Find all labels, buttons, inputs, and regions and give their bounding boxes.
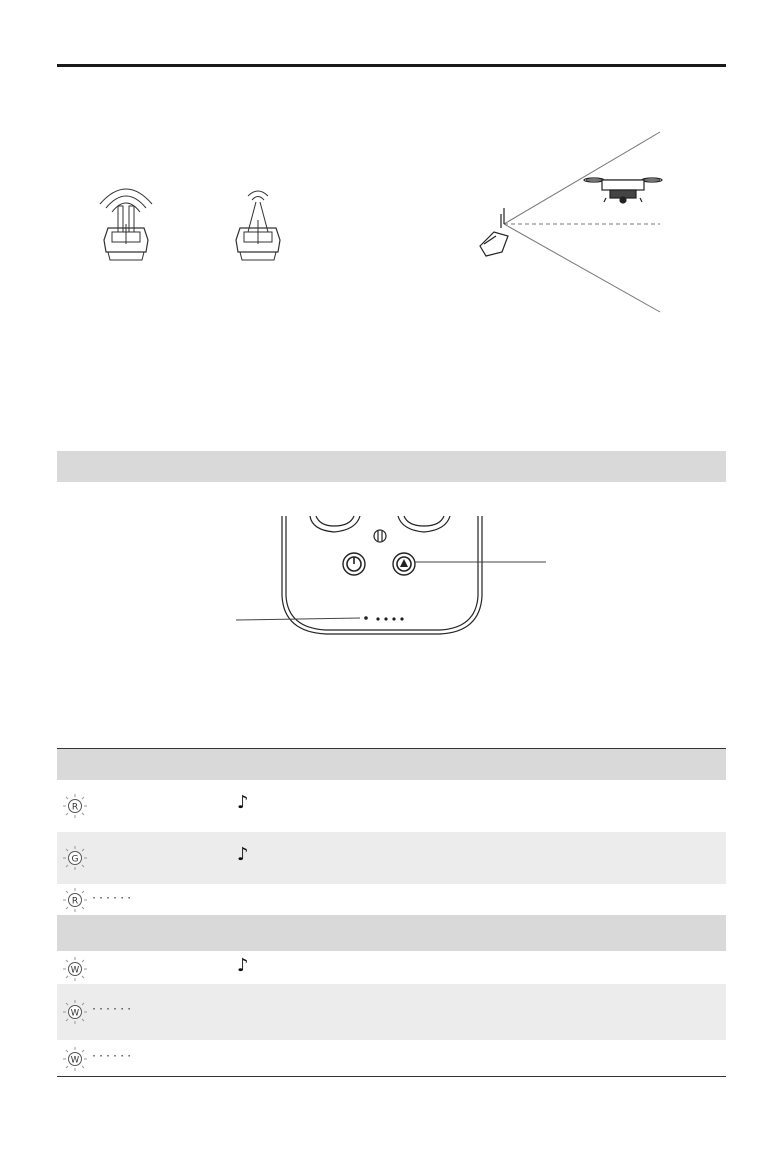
table-bottom-rule <box>57 1076 726 1077</box>
top-rule <box>57 64 726 67</box>
svg-text:W: W <box>70 1008 80 1019</box>
remote-controller-illustration <box>230 514 550 640</box>
table-row <box>57 832 726 884</box>
antenna-parallel-illustration <box>94 180 158 264</box>
music-note-icon: ♪ <box>237 955 249 976</box>
led-white-icon <box>60 954 90 984</box>
led-red-icon <box>60 791 90 821</box>
status-led-dots <box>364 616 403 620</box>
table-row <box>57 984 726 1040</box>
return-to-home-icon <box>393 553 415 575</box>
section-header-bar <box>57 451 726 482</box>
svg-text:G: G <box>71 854 79 865</box>
music-note-icon: ♪ <box>237 792 249 813</box>
blink-indicator: ······ <box>91 893 134 904</box>
table-row <box>57 884 726 915</box>
power-icon <box>343 553 365 575</box>
table-row <box>57 1040 726 1076</box>
led-green-icon <box>60 843 90 873</box>
blink-indicator: ······ <box>91 1051 134 1062</box>
blink-indicator: ······ <box>91 1004 134 1015</box>
table-header-row <box>57 915 726 951</box>
led-white-icon <box>60 997 90 1027</box>
table-row <box>57 780 726 832</box>
music-note-icon: ♪ <box>237 844 249 865</box>
antenna-converged-illustration <box>228 180 288 264</box>
svg-text:W: W <box>70 1055 80 1066</box>
led-red-icon <box>60 885 90 915</box>
svg-text:R: R <box>71 802 79 813</box>
led-white-icon <box>60 1044 90 1074</box>
svg-text:R: R <box>71 896 79 907</box>
table-header-row <box>57 749 726 780</box>
svg-text:W: W <box>70 965 80 976</box>
table-row <box>57 951 726 984</box>
transmission-range-illustration <box>470 128 670 318</box>
